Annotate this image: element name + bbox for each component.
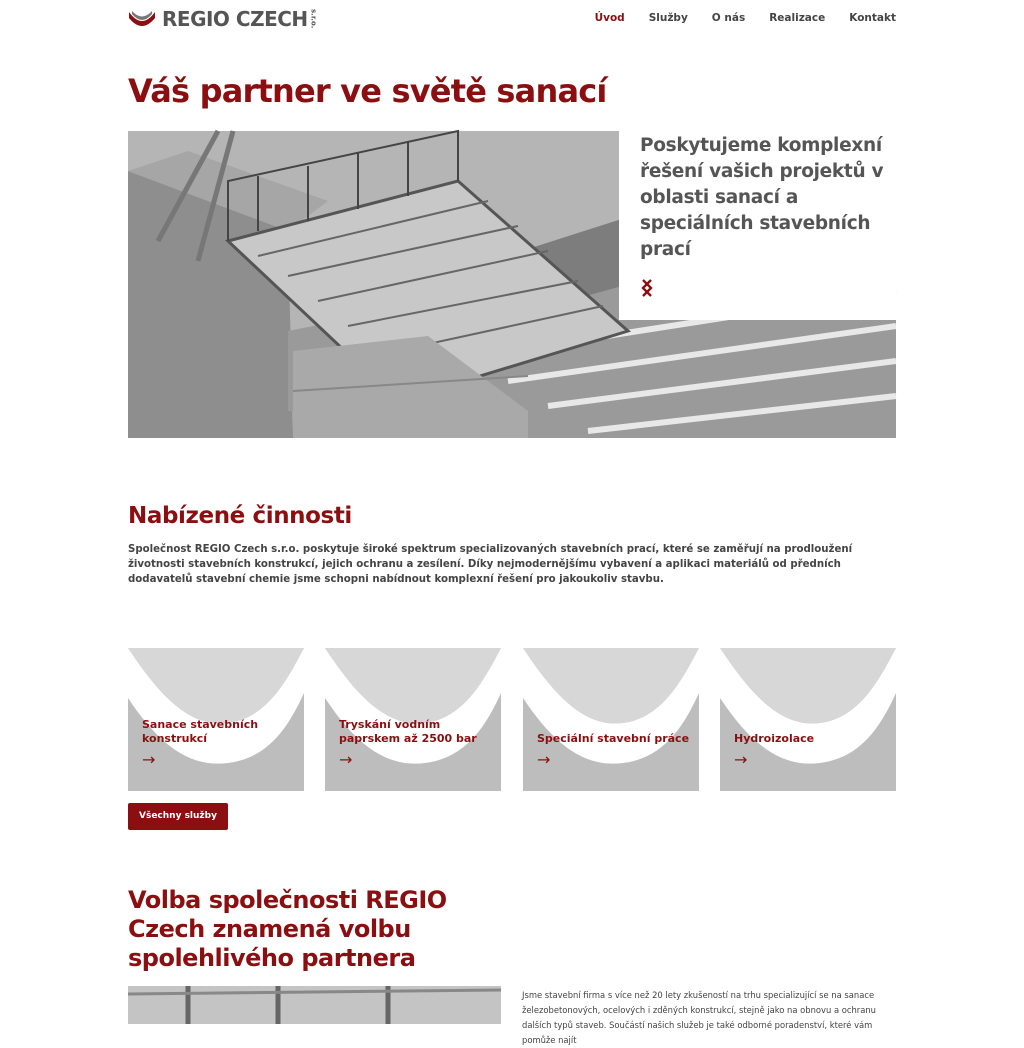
logo-suffix: s.r.o. (309, 9, 318, 29)
card-label: Tryskání vodním paprskem až 2500 bar (339, 718, 477, 745)
services-intro: Společnost REGIO Czech s.r.o. poskytuje široké spektrum specializovaných stavebních prací, které se zaměřují na prodloužení životnosti stavebních konstrukcí, jejich ochranu a zesílení. Díky nejmodernějšímu vybavení a aplikaci materiálů od předních dodavatelů stavební chemie jsme schopni nabídnout komplexní řešení pro jakoukoliv stavbu. (128, 544, 853, 585)
all-services-button[interactable]: Všechny služby (128, 803, 228, 830)
services-cards (128, 648, 896, 791)
nav-item-o-nas[interactable]: O nás (711, 12, 746, 24)
hero-slider (128, 131, 896, 438)
arrow-right-icon: → (339, 750, 353, 769)
site-header (128, 0, 896, 38)
slider-controls (640, 278, 700, 300)
arrow-right-icon: → (142, 750, 156, 769)
logo-text: REGIO CZECH (162, 7, 308, 31)
service-card-hydroizolace[interactable] (720, 648, 896, 791)
card-wave-icon (720, 648, 896, 791)
why-title: Volba společnosti REGIO Czech znamená volbu spolehlivého partnera (128, 886, 447, 972)
service-card-specialni[interactable] (523, 648, 699, 791)
card-label: Sanace stavebních konstrukcí (142, 718, 259, 745)
hero-card (619, 131, 896, 320)
why-image (128, 986, 501, 1024)
services-title: Nabízené činnosti (128, 503, 352, 529)
nav-item-kontakt[interactable]: Kontakt (849, 12, 896, 24)
service-card-tryskani[interactable] (325, 648, 501, 791)
arrow-right-icon: → (734, 750, 748, 769)
card-label: Hydroizolace (734, 732, 815, 745)
card-wave-icon (523, 648, 699, 791)
logo-mark-icon (128, 8, 156, 30)
main-nav (571, 12, 896, 24)
why-text: Jsme stavební firma s více než 20 lety zkušeností na trhu specializující se na sanace železobetonových, ocelových i zděných konstrukcí, stejně jako na obnovu a ochranu dalších typů staveb. Součástí našich služeb je také odborné poradenství, které vám pomůže najít (522, 990, 876, 1045)
arrow-right-icon: → (537, 750, 551, 769)
service-card-sanace[interactable] (128, 648, 304, 791)
page-title: Váš partner ve světě sanací (128, 72, 607, 110)
why-photo (128, 986, 501, 1024)
card-label: Speciální stavební práce (537, 732, 690, 745)
hero-card-text: Poskytujeme komplexní řešení vašich projektů v oblasti sanací a speciálních stavebních prací (640, 135, 884, 260)
nav-item-sluzby[interactable]: Služby (648, 12, 688, 24)
logo[interactable] (128, 6, 318, 32)
slider-next-button[interactable] (682, 278, 700, 300)
chevron-right-icon (640, 278, 654, 298)
nav-item-realizace[interactable]: Realizace (769, 12, 826, 24)
nav-item-uvod[interactable]: Úvod (594, 12, 625, 24)
